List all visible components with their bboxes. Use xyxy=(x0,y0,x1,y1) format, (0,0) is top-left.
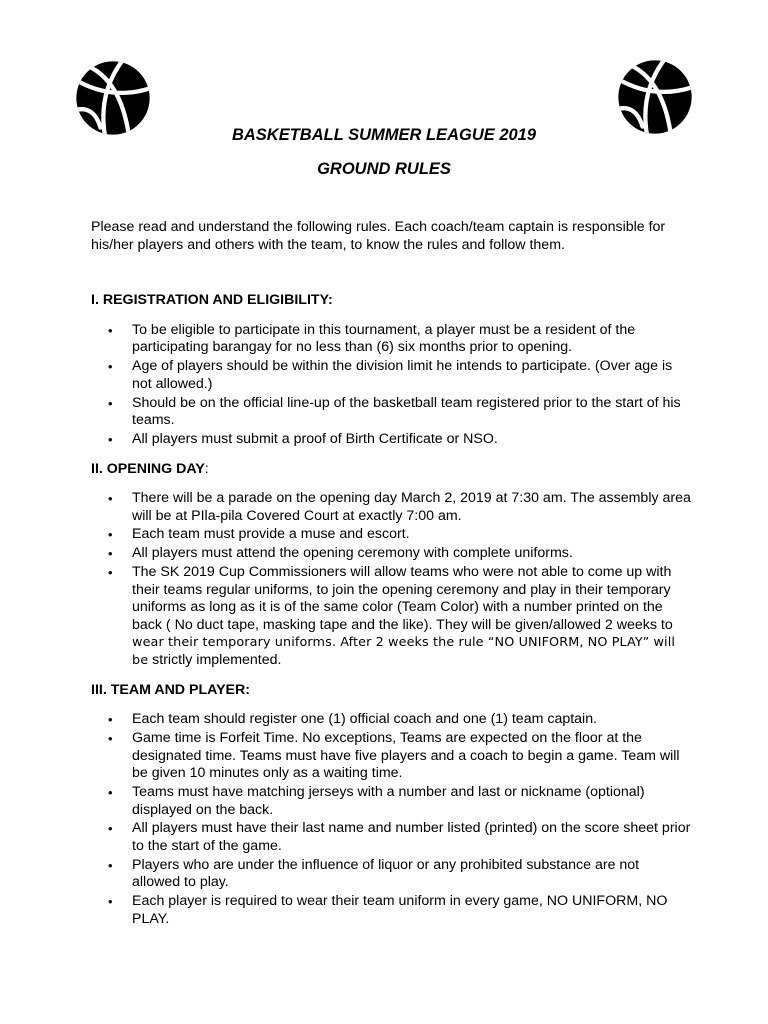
list-item: • All players must attend the opening ceremony with complete uniforms. xyxy=(91,545,691,563)
list-item: • Players who are under the influence of liquor or any prohibited substance are not allowed to play. xyxy=(91,857,691,892)
document-title: BASKETBALL SUMMER LEAGUE 2019 xyxy=(231,126,537,144)
basketball-icon xyxy=(616,57,694,137)
list-item: • All players must have their last name and number listed (printed) on the score sheet prior to the start of the game. xyxy=(91,820,691,855)
section-heading-team-player: III. TEAM AND PLAYER: xyxy=(91,681,250,698)
team-player-rules-list xyxy=(91,711,691,928)
list-item xyxy=(91,564,691,670)
list-item: • Should be on the official line-up of the basketball team registered prior to the start of his teams. xyxy=(91,395,691,430)
intro-paragraph: Please read and understand the following rules. Each coach/team captain is responsible for his/her players and others with the team, to know the rules and follow them. xyxy=(91,219,666,253)
registration-rules-list xyxy=(91,322,691,449)
document-subtitle: GROUND RULES xyxy=(317,160,451,178)
section-heading-colon: : xyxy=(204,460,209,477)
section-heading-registration: I. REGISTRATION AND ELIGIBILITY: xyxy=(91,292,333,309)
long-item-part1: The SK 2019 Cup Commissioners will allow teams who were not able to come up with their teams regular uniforms, to join the opening ceremony and play in their temporary uniforms as long as it is of the same color (Team Color) with a number printed on the back ( No duct tape, masking tape and the like). They will be given/allowed 2 weeks to xyxy=(132,564,673,633)
long-item-part3: strictly implemented. xyxy=(152,652,282,668)
list-item: • To be eligible to participate in this tournament, a player must be a resident of the participating barangay for no less than (6) six months prior to opening. xyxy=(91,322,691,357)
list-item: • All players must submit a proof of Birth Certificate or NSO. xyxy=(91,431,691,449)
section-heading-opening-day xyxy=(91,461,691,479)
list-item: • Game time is Forfeit Time. No exceptions, Teams are expected on the floor at the designated time. Teams must have five players and a coach to begin a game. Team will be given 10 minutes only as a waiting time. xyxy=(91,730,691,783)
list-item: • Age of players should be within the division limit he intends to participate. (Over age is not allowed.) xyxy=(91,358,691,393)
opening-day-rules-list xyxy=(91,490,691,670)
list-item: • There will be a parade on the opening day March 2, 2019 at 7:30 am. The assembly area will be at PIla-pila Covered Court at exactly 7:00 am. xyxy=(91,490,691,525)
long-item-part2: wear their temporary uniforms. After 2 weeks the rule “NO UNIFORM, NO PLAY” will be xyxy=(132,635,676,668)
list-item: • Each player is required to wear their team uniform in every game, NO UNIFORM, NO PLAY. xyxy=(91,893,691,928)
section-heading-text: II. OPENING DAY xyxy=(91,460,205,477)
document-body xyxy=(91,219,691,940)
list-item: • Teams must have matching jerseys with a number and last or nickname (optional) displayed on the back. xyxy=(91,784,691,819)
list-item: • Each team should register one (1) official coach and one (1) team captain. xyxy=(91,711,691,729)
list-item: • Each team must provide a muse and escort. xyxy=(91,526,691,544)
